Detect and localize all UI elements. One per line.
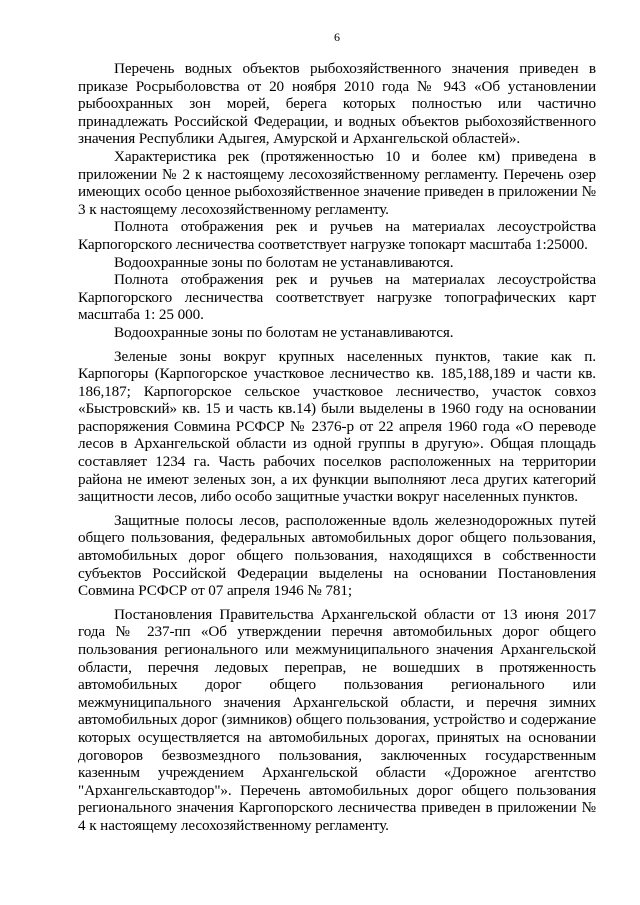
paragraph-government-decree: Постановления Правительства Архангельской области от 13 июня 2017 года № 237-пп «Об утверждении перечня автомобильных дорог общего пользования регионального или межмуниципального значения Архангельской области, перечня ледовых переправ, не вошедших в протяженность автомобильных дорог общего пользования регионального или межмуниципального значения Архангельской области, и перечня зимних автомобильных дорог (зимников) общего пользования, устройство и содержание которых осуществляется на автомобильных дорогах, принятых на основании договоров безвозмездного пользования, заключенных государственным казенным учреждением Архангельской области «Дорожное агентство "Архангельскавтодор"». Перечень автомобильных дорог общего пользования регионального значения Каргопорского лесничества приведен в приложении № 4 к настоящему лесохозяйственному регламенту. bbox=[78, 605, 596, 834]
paragraph-rivers-characteristics: Характеристика рек (протяженностью 10 и более км) приведена в приложении № 2 к настоящему лесохозяйственному регламенту. Перечень озер имеющих особо ценное рыбохозяйственное значение приведен в приложении № 3 к настоящему лесохозяйственному регламенту. bbox=[78, 147, 596, 218]
document-page bbox=[78, 30, 596, 890]
paragraph-protective-strips: Защитные полосы лесов, расположенные вдоль железнодорожных путей общего пользования, федеральных автомобильных дорог общего пользования, автомобильных дорог общего пользования, находящихся в собственности субъектов Российской Федерации выделены на основании Постановления Совмина РСФСР от 07 апреля 1946 № 781; bbox=[78, 511, 596, 600]
paragraph-rivers-display-1: Полнота отображения рек и ручьев на материалах лесоустройства Карпогорского лесничества соответствует нагрузке топокарт масштаба 1:25000. bbox=[78, 218, 596, 253]
page-number: 6 bbox=[334, 30, 340, 44]
paragraph-swamps-2: Водоохранные зоны по болотам не устанавливаются. bbox=[114, 323, 454, 341]
paragraph-swamps-1: Водоохранные зоны по болотам не устанавливаются. bbox=[114, 253, 454, 271]
paragraph-green-zones: Зеленые зоны вокруг крупных населенных пунктов, такие как п. Карпогоры (Карпогорское участковое лесничество кв. 185,188,189 и части кв. 186,187; Карпогорское сельское участковое лесничество, участок совхоз «Быстровский» кв. 15 и часть кв.14) были выделены в 1960 году на основании распоряжения Совмина РСФСР № 2376-р от 22 апреля 1960 года «О переводе лесов в Архангельской области из одной группы в другую». Общая площадь составляет 1234 га. Часть рабочих поселков расположенных на территории района не имеют зеленых зон, а их функции выполняют леса других категорий защитности лесов, либо особо защитные участки вокруг населенных пунктов. bbox=[78, 347, 596, 506]
paragraph-rivers-display-2: Полнота отображения рек и ручьев на материалах лесоустройства Карпогорского лесничества соответствует нагрузке топографических карт масштаба 1: 25 000. bbox=[78, 271, 596, 324]
paragraph-water-objects: Перечень водных объектов рыбохозяйственного значения приведен в приказе Росрыболовства от 20 ноября 2010 года № 943 «Об установлении рыбоохранных зон морей, берега которых полностью или частично принадлежать Российской Федерации, и водных объектов рыбохозяйственного значения Республики Адыгея, Амурской и Архангельской областей». bbox=[78, 60, 596, 148]
